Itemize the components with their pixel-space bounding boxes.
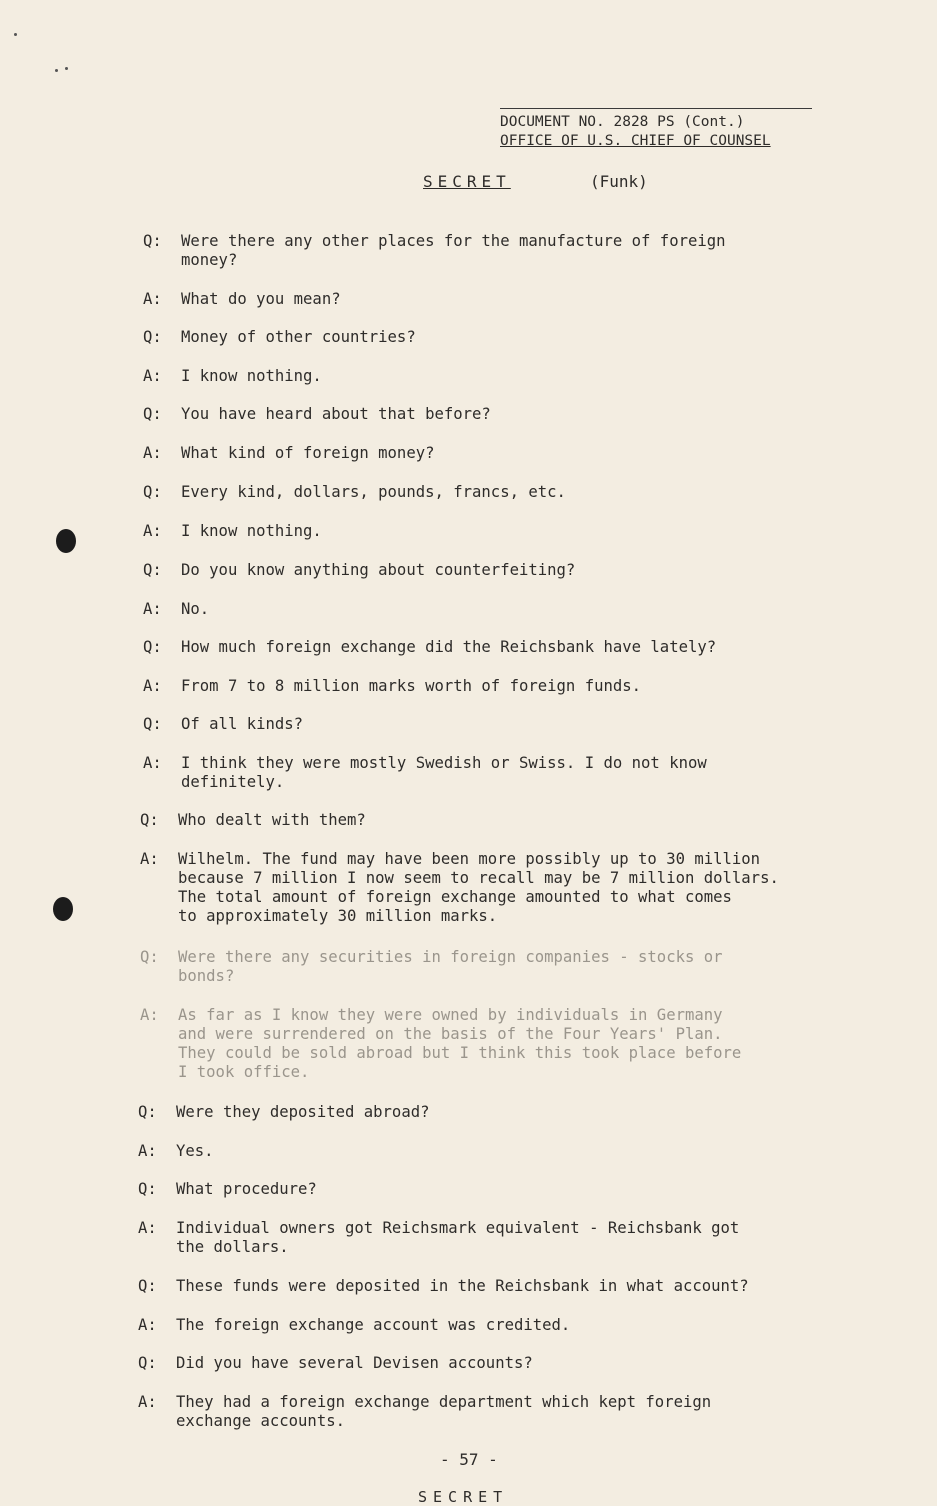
answer-label: A: — [138, 1142, 157, 1160]
question-label: Q: — [143, 715, 162, 733]
question-text: What procedure? — [176, 1180, 317, 1198]
question-text: Were they deposited abroad? — [176, 1103, 430, 1121]
question-text: You have heard about that before? — [181, 405, 491, 423]
answer-label: A: — [140, 850, 159, 868]
answer-label: A: — [143, 522, 162, 540]
answer-text: Individual owners got Reichsmark equivalent - Reichsbank got the dollars. — [176, 1219, 740, 1256]
answer-label: A: — [143, 754, 162, 772]
answer-text: Wilhelm. The fund may have been more possibly up to 30 million because 7 million I now seem to recall may be 7 million dollars. The total amount of foreign exchange amounted to what comes to approximately 30 million marks. — [178, 850, 779, 925]
question-text: Did you have several Devisen accounts? — [176, 1354, 533, 1372]
question-label: Q: — [143, 328, 162, 346]
answer-text: No. — [181, 600, 210, 618]
answer-label: A: — [138, 1219, 157, 1237]
question-text: Every kind, dollars, pounds, francs, etc. — [181, 483, 566, 501]
answer-label: A: — [143, 444, 162, 462]
question-label: Q: — [140, 811, 159, 829]
answer-text: I know nothing. — [181, 367, 322, 385]
question-text: Money of other countries? — [181, 328, 416, 346]
answer-label: A: — [138, 1393, 157, 1411]
answer-text: The foreign exchange account was credited. — [176, 1316, 571, 1334]
witness-name: (Funk) — [590, 172, 648, 191]
question-label: Q: — [143, 638, 162, 656]
question-label: Q: — [143, 232, 162, 250]
answer-label: A: — [143, 367, 162, 385]
document-number: DOCUMENT NO. 2828 PS (Cont.) — [500, 114, 745, 130]
question-text: Of all kinds? — [181, 715, 304, 733]
answer-label: A: — [143, 600, 162, 618]
answer-text: I know nothing. — [181, 522, 322, 540]
answer-label: A: — [143, 677, 162, 695]
question-text: These funds were deposited in the Reichsbank in what account? — [176, 1277, 749, 1295]
answer-label: A: — [138, 1316, 157, 1334]
question-text: Who dealt with them? — [178, 811, 366, 829]
question-label: Q: — [138, 1354, 157, 1372]
question-label: Q: — [138, 1103, 157, 1121]
question-label: Q: — [138, 1180, 157, 1198]
page-number: - 57 - — [440, 1450, 498, 1469]
answer-text: They had a foreign exchange department which kept foreign exchange accounts. — [176, 1393, 712, 1430]
question-label: Q: — [143, 561, 162, 579]
question-label: Q: — [143, 483, 162, 501]
question-text: Do you know anything about counterfeiting? — [181, 561, 576, 579]
answer-label: A: — [140, 1006, 159, 1024]
answer-text: What kind of foreign money? — [181, 444, 435, 462]
answer-text: From 7 to 8 million marks worth of foreign funds. — [181, 677, 642, 695]
answer-text: What do you mean? — [181, 290, 341, 308]
answer-text: I think they were mostly Swedish or Swiss. I do not know definitely. — [181, 754, 707, 791]
question-label: Q: — [138, 1277, 157, 1295]
answer-text: As far as I know they were owned by individuals in Germany and were surrendered on the basis of the Four Years' Plan. They could be sold abroad but I think this took place before I took office. — [178, 1006, 742, 1081]
question-label: Q: — [143, 405, 162, 423]
bottom-classification: SECRET — [418, 1488, 509, 1506]
question-text: Were there any securities in foreign companies - stocks or bonds? — [178, 948, 723, 985]
question-label: Q: — [140, 948, 159, 966]
question-text: Were there any other places for the manufacture of foreign money? — [181, 232, 726, 269]
classification-title: SECRET — [423, 172, 511, 191]
office-line: OFFICE OF U.S. CHIEF OF COUNSEL — [500, 133, 771, 149]
answer-text: Yes. — [176, 1142, 214, 1160]
question-text: How much foreign exchange did the Reichsbank have lately? — [181, 638, 717, 656]
answer-label: A: — [143, 290, 162, 308]
